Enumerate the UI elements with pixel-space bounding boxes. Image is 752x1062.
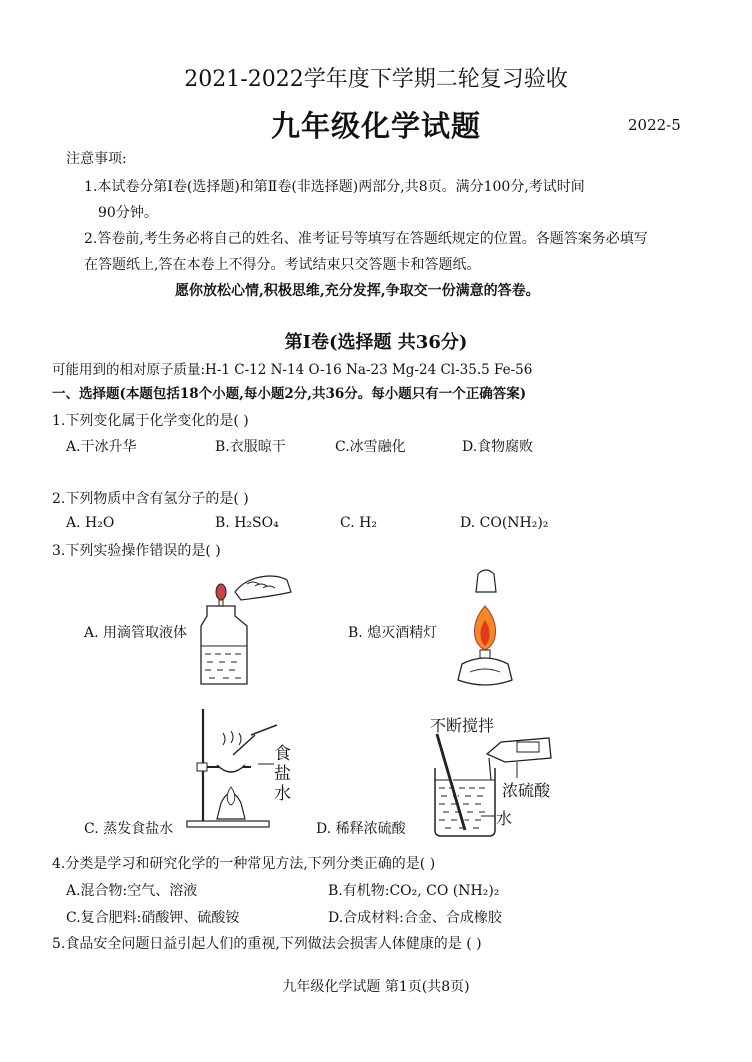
q2-option-d: D. CO(NH₂)₂ xyxy=(460,515,549,531)
q2-option-c: C. H₂ xyxy=(340,515,377,531)
q1-option-b: B.衣服晾干 xyxy=(215,439,286,455)
q3-option-c: C. 蒸发食盐水 xyxy=(84,821,174,837)
question-3-stem: 3.下列实验操作错误的是( ) xyxy=(52,543,221,559)
salt-water-label-3: 水 xyxy=(274,784,291,804)
page-footer: 九年级化学试题 第1页(共8页) xyxy=(282,979,470,995)
q4-option-d: D.合成材料:合金、合成橡胶 xyxy=(328,910,502,926)
alcohol-lamp-figure xyxy=(440,568,530,693)
notes-heading: 注意事项: xyxy=(66,151,127,167)
dropper-bottle-figure xyxy=(195,570,295,690)
section-title: 第Ⅰ卷(选择题 共36分) xyxy=(284,332,468,353)
note-2-line1: 2.答卷前,考生务必将自己的姓名、准考证号等填写在答题纸规定的位置。各题答案务必填写 xyxy=(84,231,648,247)
q3-option-b: B. 熄灭酒精灯 xyxy=(348,625,438,641)
salt-water-label xyxy=(274,744,291,804)
part-heading: 一、选择题(本题包括18个小题,每小题2分,共36分。每小题只有一个正确答案) xyxy=(52,386,527,402)
note-2-line2: 在答题纸上,答在本卷上不得分。考试结束只交答题卡和答题纸。 xyxy=(84,257,481,273)
acid-label: 浓硫酸 xyxy=(502,781,551,800)
evaporation-figure xyxy=(185,705,275,830)
note-1-line2: 90分钟。 xyxy=(98,205,158,221)
note-1-line1: 1.本试卷分第Ⅰ卷(选择题)和第Ⅱ卷(非选择题)两部分,共8页。满分100分,考试时间 xyxy=(84,179,585,195)
question-2-stem: 2.下列物质中含有氢分子的是( ) xyxy=(52,491,249,507)
atomic-masses: 可能用到的相对原子质量:H-1 C-12 N-14 O-16 Na-23 Mg-24 Cl-35.5 Fe-56 xyxy=(52,362,533,378)
salt-water-label-2: 盐 xyxy=(274,764,291,784)
q4-option-b: B.有机物:CO₂, CO (NH₂)₂ xyxy=(328,883,500,899)
q4-option-c: C.复合肥料:硝酸钾、硫酸铵 xyxy=(66,910,240,926)
salt-water-pointer xyxy=(258,762,278,766)
exam-title-line1: 2021-2022学年度下学期二轮复习验收 xyxy=(184,67,568,92)
question-4-stem: 4.分类是学习和研究化学的一种常见方法,下列分类正确的是( ) xyxy=(52,856,436,872)
exam-date: 2022-5 xyxy=(628,116,681,134)
q3-option-a: A. 用滴管取液体 xyxy=(84,625,188,641)
q1-option-a: A.干冰升华 xyxy=(66,439,137,455)
motto: 愿你放松心情,积极思维,充分发挥,争取交一份满意的答卷。 xyxy=(175,283,540,299)
q2-option-b: B. H₂SO₄ xyxy=(215,515,279,531)
q1-option-c: C.冰雪融化 xyxy=(335,439,406,455)
stir-label: 不断搅拌 xyxy=(430,716,495,735)
exam-title: 九年级化学试题 xyxy=(270,109,481,143)
water-label: 水 xyxy=(496,809,513,828)
q1-option-d: D.食物腐败 xyxy=(462,439,534,455)
question-1-stem: 1.下列变化属于化学变化的是( ) xyxy=(52,413,249,429)
q4-option-a: A.混合物:空气、溶液 xyxy=(66,883,198,899)
question-5-stem: 5.食品安全问题日益引起人们的重视,下列做法会损害人体健康的是 ( ) xyxy=(52,936,482,952)
q2-option-a: A. H₂O xyxy=(66,515,115,531)
q3-option-d: D. 稀释浓硫酸 xyxy=(316,821,406,837)
salt-water-label-1: 食 xyxy=(274,744,291,764)
